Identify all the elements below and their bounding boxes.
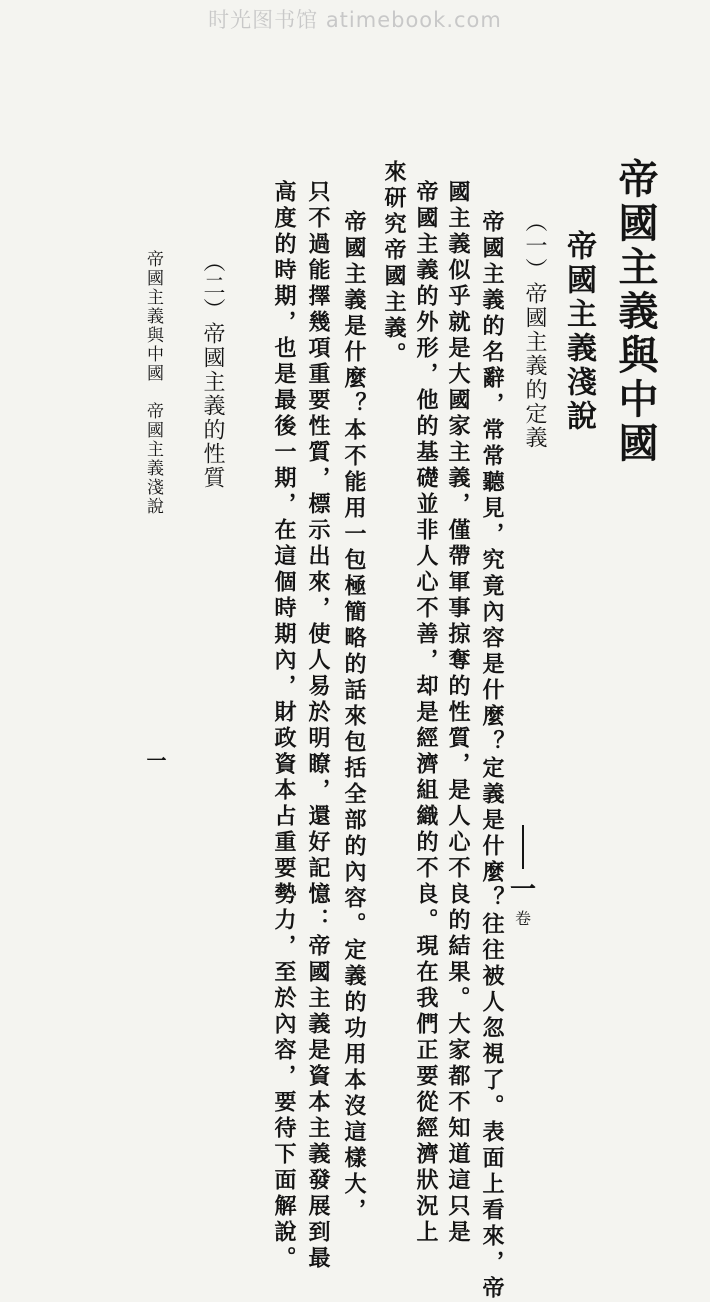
page-number: 一 xyxy=(143,750,167,770)
chapter-label: 卷 xyxy=(515,909,532,928)
chapter-number: 一 xyxy=(510,875,537,905)
body-line: 帝國主義的名辭，常常聽見，究竟內容是什麼？定義是什麼？往往被人忽視了。表面上看來，帝 xyxy=(479,210,505,1302)
watermark: 时光图书馆 atimebook.com xyxy=(208,8,502,32)
section-heading-1: （一）帝國主義的定義 xyxy=(522,210,547,450)
chapter-rule xyxy=(522,825,524,869)
body-line: 高度的時期，也是最後一期，在這個時期內，財政資本占重要勢力，至於內容，要待下面解說。 xyxy=(271,180,297,1272)
body-line: 來研究帝國主義。 xyxy=(381,160,407,368)
book-title: 帝國主義與中國 xyxy=(612,158,659,466)
running-head: 帝國主義與中國 帝國主義淺說 xyxy=(143,250,163,516)
page-body xyxy=(95,150,659,1302)
chapter-marker xyxy=(510,825,536,927)
body-line: 只不過能擇幾項重要性質，標示出來，使人易於明瞭，還好記憶：帝國主義是資本主義發展到最 xyxy=(305,180,331,1272)
section-heading-2: （二）帝國主義的性質 xyxy=(200,250,225,490)
chapter-subtitle: 帝國主義淺說 xyxy=(561,230,596,434)
body-line: 帝國主義是什麼？本不能用一包極簡略的話來包括全部的內容。定義的功用本沒這樣大， xyxy=(341,210,367,1224)
body-line: 國主義似乎就是大國家主義，僅帶軍事掠奪的性質，是人心不良的結果。大家都不知道這只是 xyxy=(445,180,471,1246)
body-line: 帝國主義的外形，他的基礎並非人心不善，却是經濟組織的不良。現在我們正要從經濟狀況上 xyxy=(413,180,439,1246)
